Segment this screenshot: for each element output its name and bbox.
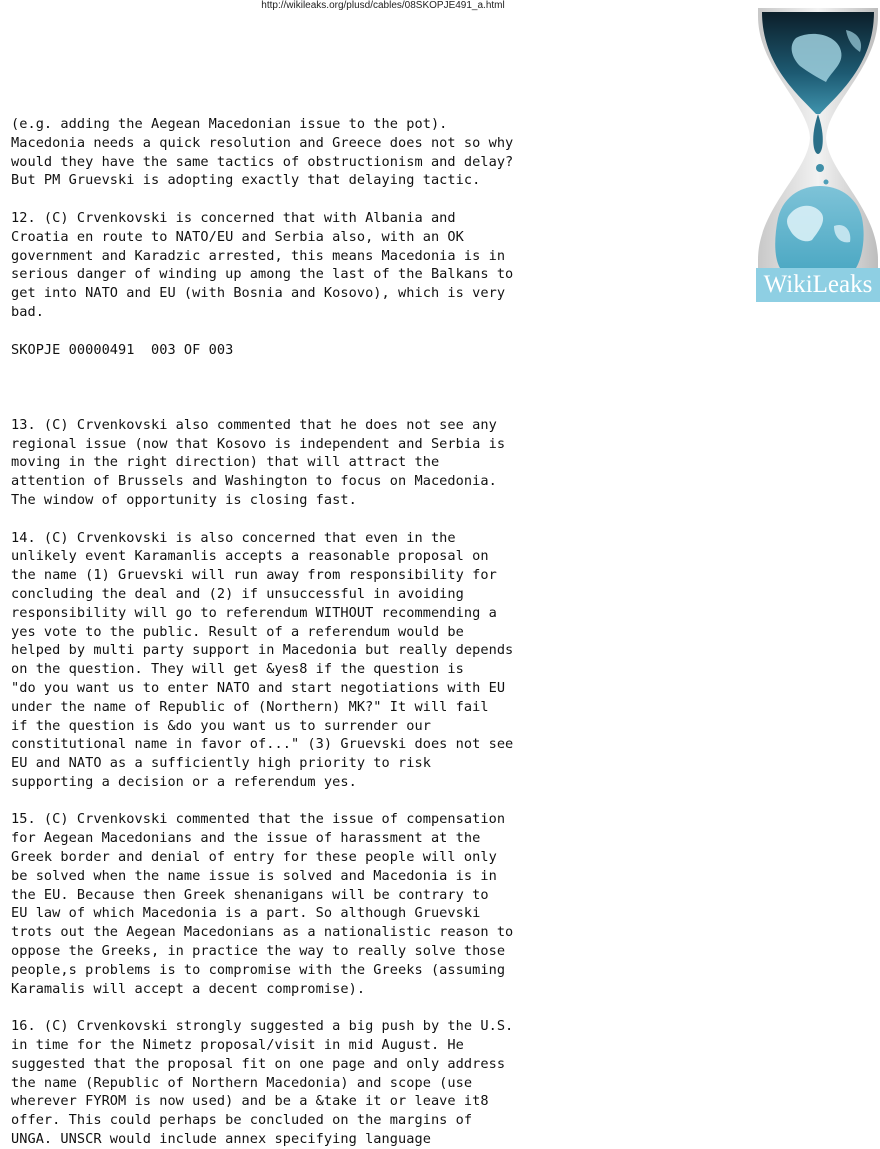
text-line: the name (1) Gruevski will run away from responsibility for bbox=[11, 567, 497, 584]
text-line: UNGA. UNSCR would include annex specifying language bbox=[11, 1131, 431, 1148]
text-line: 15. (C) Crvenkovski commented that the issue of compensation bbox=[11, 811, 506, 828]
text-line: be solved when the name issue is solved and Macedonia is in bbox=[11, 867, 497, 884]
hourglass-globe-icon bbox=[756, 8, 880, 302]
text-line: helped by multi party support in Macedonia but really depends bbox=[11, 642, 514, 659]
text-line: government and Karadzic arrested, this means Macedonia is in bbox=[11, 247, 506, 264]
text-line: if the question is &do you want us to surrender our bbox=[11, 717, 431, 734]
text-line: SKOPJE 00000491 003 OF 003 bbox=[11, 341, 234, 358]
text-line: bad. bbox=[11, 303, 44, 320]
text-line: EU law of which Macedonia is a part. So although Gruevski bbox=[11, 905, 481, 922]
text-line bbox=[11, 510, 571, 529]
text-line: get into NATO and EU (with Bosnia and Kosovo), which is very bbox=[11, 285, 506, 302]
text-line: suggested that the proposal fit on one page and only address bbox=[11, 1055, 506, 1072]
text-line bbox=[11, 792, 571, 811]
page-url: http://wikileaks.org/plusd/cables/08SKOPJE491_a.html bbox=[261, 0, 505, 11]
text-line: But PM Gruevski is adopting exactly that delaying tactic. bbox=[11, 172, 481, 189]
text-line: moving in the right direction) that will attract the bbox=[11, 454, 440, 471]
text-line: constitutional name in favor of..." (3) Gruevski does not see bbox=[11, 736, 514, 753]
text-line: EU and NATO as a sufficiently high priority to risk bbox=[11, 755, 431, 772]
text-line: people,s problems is to compromise with the Greeks (assuming bbox=[11, 961, 506, 978]
text-line bbox=[11, 190, 571, 209]
text-line bbox=[11, 397, 571, 416]
text-line: under the name of Republic of (Northern) MK?" It will fail bbox=[11, 698, 489, 715]
text-line: "do you want us to enter NATO and start negotiations with EU bbox=[11, 679, 506, 696]
text-line: would they have the same tactics of obstructionism and delay? bbox=[11, 153, 514, 170]
wikileaks-logo bbox=[756, 8, 880, 302]
text-line: trots out the Aegean Macedonians as a nationalistic reason to bbox=[11, 924, 514, 941]
text-line: supporting a decision or a referendum yes. bbox=[11, 773, 357, 790]
text-line: serious danger of winding up among the last of the Balkans to bbox=[11, 266, 514, 283]
text-line: Greek border and denial of entry for these people will only bbox=[11, 849, 497, 866]
text-line bbox=[11, 322, 571, 341]
text-line: Croatia en route to NATO/EU and Serbia also, with an OK bbox=[11, 228, 464, 245]
text-line bbox=[11, 378, 571, 397]
text-line: on the question. They will get &yes8 if the question is bbox=[11, 661, 464, 678]
text-line bbox=[11, 998, 571, 1017]
text-line: yes vote to the public. Result of a referendum would be bbox=[11, 623, 464, 640]
text-line: the EU. Because then Greek shenanigans will be contrary to bbox=[11, 886, 489, 903]
text-line: 13. (C) Crvenkovski also commented that he does not see any bbox=[11, 416, 497, 433]
text-line bbox=[11, 359, 571, 378]
text-line: 14. (C) Crvenkovski is also concerned that even in the bbox=[11, 529, 456, 546]
text-line: (e.g. adding the Aegean Macedonian issue to the pot). bbox=[11, 116, 448, 132]
text-line: 12. (C) Crvenkovski is concerned that with Albania and bbox=[11, 209, 456, 226]
text-line: for Aegean Macedonians and the issue of harassment at the bbox=[11, 830, 481, 847]
text-line: The window of opportunity is closing fast. bbox=[11, 491, 357, 508]
text-line: offer. This could perhaps be concluded on the margins of bbox=[11, 1112, 473, 1129]
text-line: wherever FYROM is now used) and be a &take it or leave it8 bbox=[11, 1093, 489, 1110]
text-line: in time for the Nimetz proposal/visit in mid August. He bbox=[11, 1037, 464, 1054]
text-line: attention of Brussels and Washington to focus on Macedonia. bbox=[11, 473, 497, 490]
wikileaks-wordmark: WikiLeaks bbox=[756, 268, 880, 302]
text-line: regional issue (now that Kosovo is independent and Serbia is bbox=[11, 435, 506, 452]
text-line: 16. (C) Crvenkovski strongly suggested a big push by the U.S. bbox=[11, 1018, 514, 1035]
text-line: unlikely event Karamanlis accepts a reasonable proposal on bbox=[11, 548, 489, 565]
text-line: Macedonia needs a quick resolution and Greece does not so why bbox=[11, 134, 514, 151]
text-line: oppose the Greeks, in practice the way to really solve those bbox=[11, 943, 506, 960]
text-line: Karamalis will accept a decent compromise). bbox=[11, 980, 366, 997]
text-line: the name (Republic of Northern Macedonia) and scope (use bbox=[11, 1074, 473, 1091]
text-line: responsibility will go to referendum WITHOUT recommending a bbox=[11, 604, 497, 621]
cable-text bbox=[11, 115, 571, 1149]
text-line: concluding the deal and (2) if unsuccessful in avoiding bbox=[11, 585, 464, 602]
